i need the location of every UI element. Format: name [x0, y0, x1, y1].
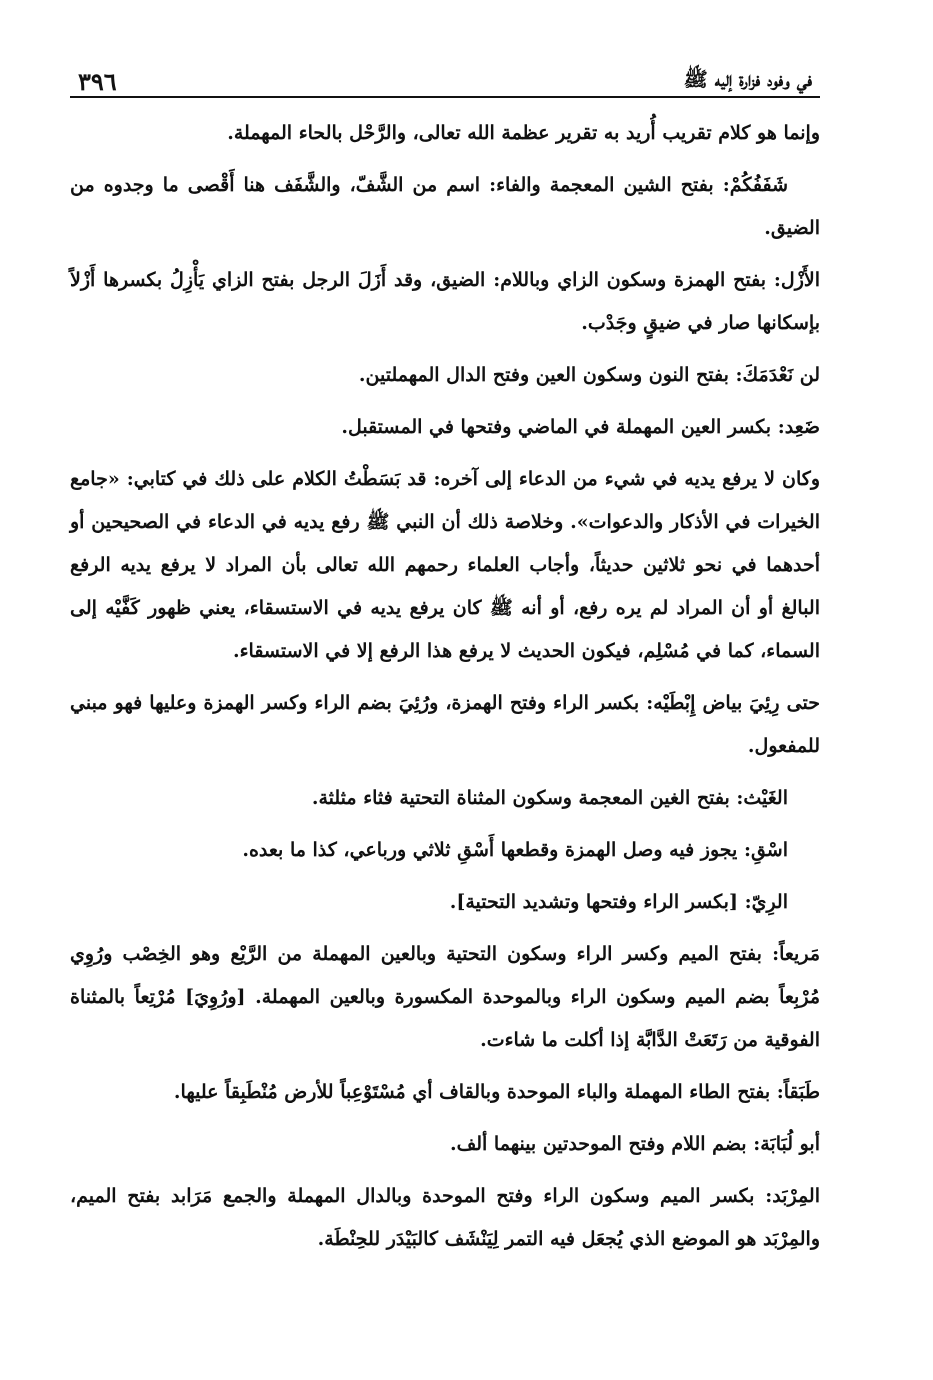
headword: اسْقِ:	[743, 839, 788, 861]
paragraph	[70, 933, 820, 1062]
paragraph	[70, 354, 820, 397]
paragraph	[70, 682, 820, 768]
paragraph-text: بكسر الميم وسكون الراء وفتح الموحدة وبالدال المهملة والجمع مَرَابد بفتح الميم، والمِرْبَد هو الموضع الذي يُجعَل فيه التمر لِيَنْشَف كالبَيْدَر للحِنْطَة.	[70, 1185, 820, 1250]
paragraph-text: بفتح النون وسكون العين وفتح الدال المهملتين.	[358, 364, 736, 386]
paragraph-text: بفتح الشين المعجمة والفاء: اسم من الشَّفّ، والشَّفَف هنا أَقْصى ما وجدوه من الضيق.	[70, 174, 820, 239]
paragraph-text: بفتح الهمزة وسكون الزاي وباللام: الضيق، وقد أَزَلَ الرجل بفتح الزاي يَأْزِلُ بكسرها أَزْلاً بإسكانها صار في ضيقٍ وجَدْب.	[70, 269, 820, 334]
paragraph	[70, 777, 820, 820]
paragraph	[70, 164, 820, 250]
paragraph-text: وإنما هو كلام تقريب أُريد به تقرير عظمة الله تعالى، والرَّحْل بالحاء المهملة.	[227, 122, 820, 144]
paragraph	[70, 112, 820, 155]
paragraph	[70, 1123, 820, 1166]
page-body	[70, 112, 820, 1261]
paragraph-text: [بكسر الراء وفتحها وتشديد التحتية].	[449, 891, 745, 913]
headword: ضَعِد:	[777, 416, 820, 438]
headword: المِرْبَد:	[765, 1185, 820, 1207]
paragraph-text: بفتح الغين المعجمة وسكون المثناة التحتية فثاء مثلثة.	[311, 787, 737, 809]
paragraph	[70, 1175, 820, 1261]
headword: الأَزْل:	[773, 269, 820, 291]
paragraph-text: بفتح الميم وكسر الراء وسكون التحتية وبالعين المهملة من الرَّيْع وهو الخِصْب ورُوِي مُرْبِعاً بضم الميم وسكون الراء وبالموحدة المكسورة وبالعين المهملة. [ورُوِيَ] مُرْتِعاً بالمثناة الفوقية من رَتَعَتْ الدَّابَّة إذا أكلت ما شاءت.	[70, 943, 820, 1051]
paragraph	[70, 829, 820, 872]
headword: طَبَقاً:	[776, 1081, 820, 1103]
paragraph	[70, 881, 820, 924]
headword: أبو لُبَابَة:	[753, 1133, 820, 1155]
paragraph	[70, 406, 820, 449]
paragraph-text: بكسر العين المهملة في الماضي وفتحها في المستقبل.	[341, 416, 778, 438]
book-page	[70, 52, 820, 1270]
paragraph-text: يجوز فيه وصل الهمزة وقطعها أَسْقِ ثلاثي ورباعي، كذا ما بعده.	[242, 839, 744, 861]
headword: مَريعاً:	[772, 943, 820, 965]
paragraph-text: وكان لا يرفع يديه في شيء من الدعاء إلى آخره: قد بَسَطْتُ الكلام على ذلك في كتابي: «جامع الخيرات في الأذكار والدعوات». وخلاصة ذلك أن النبي ﷺ رفع يديه في الدعاء في الصحيحين أو أحدهما في نحو ثلاثين حديثاً، وأجاب العلماء رحمهم الله تعالى بأن المراد لا يرفع يديه الرفع البالغ أو أن المراد لم يره رفع، أو أنه ﷺ كان يرفع يديه في الاستسقاء، يعني ظهور كَفَّيْه إلى السماء، كما في مُسْلِم، فيكون الحديث لا يرفع هذا الرفع إلا في الاستسقاء.	[70, 468, 820, 662]
headword: لن نَعْدَمَكَ:	[735, 364, 820, 386]
paragraph	[70, 458, 820, 673]
paragraph-text: حتى رِئِيَ بياض إِبْطَيْه: بكسر الراء وفتح الهمزة، ورُئِيَ بضم الراء وكسر الهمزة وعليها فهو مبني للمفعول.	[70, 692, 820, 757]
paragraph-text: بضم اللام وفتح الموحدتين بينهما ألف.	[449, 1133, 754, 1155]
paragraph	[70, 259, 820, 345]
page-header	[70, 52, 820, 98]
headword: شَفَفُكُمْ:	[722, 174, 788, 196]
page-number: ٣٩٦	[78, 67, 117, 96]
paragraph	[70, 1071, 820, 1114]
headword: الغَيْث:	[736, 787, 788, 809]
paragraph-text: بفتح الطاء المهملة والباء الموحدة وبالقاف أي مُسْتَوْعِباً للأرض مُنْطَبِقاً عليها.	[173, 1081, 777, 1103]
running-head: في وفود فزارة إليه ﷺ	[683, 67, 812, 91]
headword: الرِيّ:	[744, 891, 788, 913]
